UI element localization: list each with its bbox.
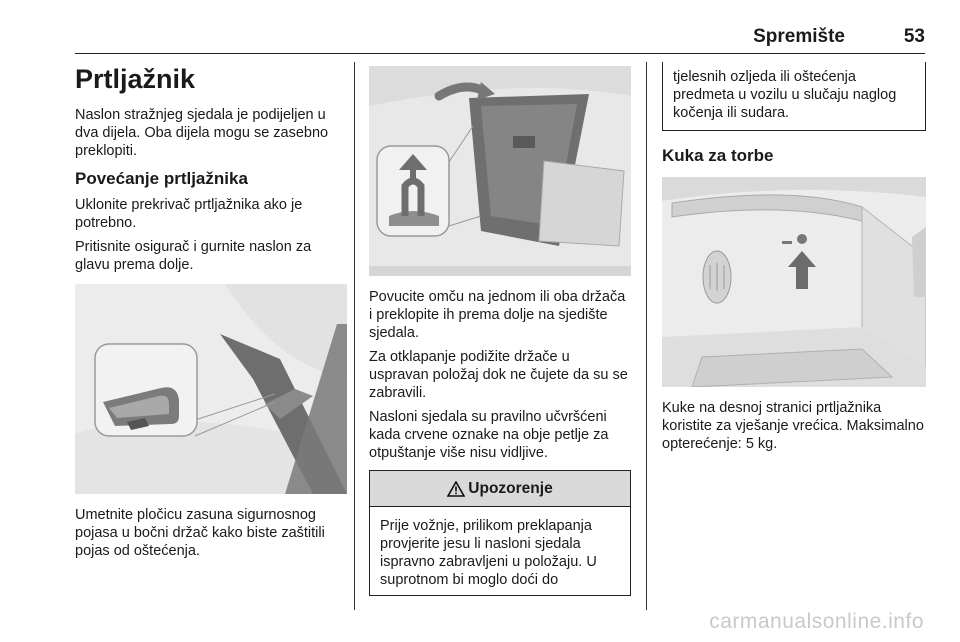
column-2 [369,62,631,596]
watermark: carmanualsonline.info [709,610,924,633]
warning-continuation: tjelesnih ozljeda ili oštećenja predmeta u vozilu u slučaju naglog kočenja ili sudara. [662,62,926,131]
column-1 [75,62,347,566]
column-divider [354,62,355,610]
paragraph: Povucite omču na jednom ili oba držača i preklopite ih prema dolje na sjedište sjedala. [369,289,626,341]
page-number: 53 [903,26,925,47]
warning-body: Prije vožnje, prilikom preklapanja provjerite jesu li nasloni sjedala ispravno zabravljeni u položaju. U suprotnom bi moglo doći do [380,518,597,588]
warning-title: Upozorenje [468,479,553,497]
column-divider [646,62,647,610]
warning-header [370,471,630,507]
paragraph: Uklonite prekrivač prtljažnika ako je potrebno. [75,197,303,231]
warning-triangle-icon [447,481,465,497]
section-title: Prtljažnik [75,64,196,94]
figure-caption: Umetnite pločicu zasuna sigurnosnog pojasa u bočni držač kako biste zaštitili pojas od oštećenja. [75,507,325,559]
column-3 [662,62,926,459]
paragraph: Za otklapanje podižite držače u uspravan položaj dok ne čujete da su se zabravili. [369,349,628,401]
paragraph: Pritisnite osigurač i gurnite naslon za glavu prema dolje. [75,239,312,273]
warning-box [369,470,631,596]
page-header [75,24,925,54]
paragraph: Kuke na desnoj stranici prtljažnika koristite za vješanje vrećica. Maksimalno opterećenje: 5 kg. [662,400,924,452]
bag-hook-illustration [662,177,926,387]
running-title: Spremište [753,26,845,47]
folding-seat-illustration [369,66,631,276]
intro-paragraph: Naslon stražnjeg sjedala je podijeljen u dva dijela. Oba dijela mogu se zasebno preklopiti. [75,107,329,159]
subheading: Kuka za torbe [662,146,774,165]
seat-belt-holder-illustration [75,284,347,494]
paragraph: Nasloni sjedala su pravilno učvršćeni kada crvene oznake na obje petlje za otpuštanje više nisu vidljive. [369,409,609,461]
subheading: Povećanje prtljažnika [75,169,248,188]
